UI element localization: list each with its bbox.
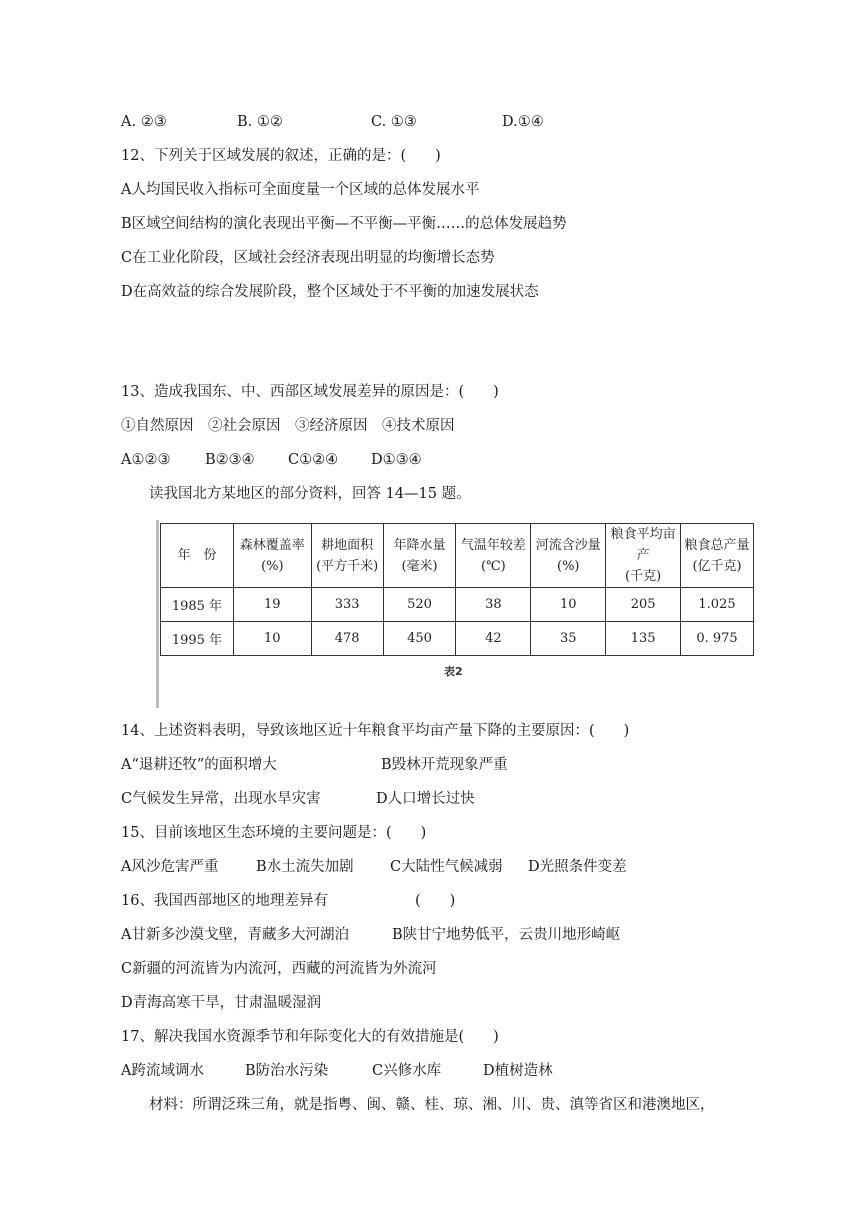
table-cell: 38 <box>456 588 531 622</box>
table-cell: 1995 年 <box>161 622 234 656</box>
header-yield: 粮食平均亩产 (千克) <box>606 524 681 588</box>
q17-option-a: A跨流域调水 <box>121 1063 204 1079</box>
table-header-row <box>161 524 754 588</box>
table-caption: 表2 <box>444 665 463 678</box>
q11-option-b: B. ①② <box>237 114 283 130</box>
header-total: 粮食总产量 (亿千克) <box>681 524 754 588</box>
q15-stem: 15、目前该地区生态环境的主要问题是：( ) <box>121 825 427 841</box>
table-cell: 450 <box>383 622 456 656</box>
table-cell: 42 <box>456 622 531 656</box>
table-cell: 1.025 <box>681 588 754 622</box>
q13-option-b: B②③④ <box>205 452 255 468</box>
header-precip: 年降水量 (毫米) <box>383 524 456 588</box>
table-row <box>161 588 754 622</box>
q13-reasons: ①自然原因 ②社会原因 ③经济原因 ④技术原因 <box>121 418 455 434</box>
intro-14-15: 读我国北方某地区的部分资料，回答 14—15 题。 <box>149 486 471 502</box>
q11-option-a: A. ②③ <box>121 114 167 130</box>
scan-edge <box>156 520 159 708</box>
q12-option-c: C在工业化阶段，区域社会经济表现出明显的均衡增长态势 <box>121 250 495 266</box>
header-year: 年 份 <box>161 524 234 588</box>
q14-option-b: B毁林开荒现象严重 <box>381 757 508 773</box>
q17-option-d: D植树造林 <box>483 1063 553 1079</box>
table-cell: 520 <box>383 588 456 622</box>
q13-stem: 13、造成我国东、中、西部区域发展差异的原因是：( ) <box>121 384 499 400</box>
data-table-figure <box>156 520 756 708</box>
table-cell: 10 <box>531 588 606 622</box>
q15-option-c: C大陆性气候减弱 <box>390 859 503 875</box>
q14-option-a: A“退耕还牧”的面积增大 <box>121 757 277 773</box>
q16-stem: 16、我国西部地区的地理差异有 ( ) <box>121 893 456 909</box>
q16-option-d: D青海高寒干旱，甘肃温暖湿润 <box>121 995 322 1011</box>
q14-stem: 14、上述资料表明，导致该地区近十年粮食平均亩产量下降的主要原因：( ) <box>121 723 630 739</box>
q16-option-b: B陕甘宁地势低平，云贵川地形崎岖 <box>392 927 621 943</box>
q14-option-d: D人口增长过快 <box>376 791 475 807</box>
table-row <box>161 622 754 656</box>
q15-option-b: B水土流失加剧 <box>256 859 354 875</box>
q12-option-d: D在高效益的综合发展阶段，整个区域处于不平衡的加速发展状态 <box>121 284 539 300</box>
header-temp-range: 气温年较差 (℃) <box>456 524 531 588</box>
table-cell: 135 <box>606 622 681 656</box>
q12-option-a: A人均国民收入指标可全面度量一个区域的总体发展水平 <box>121 182 480 198</box>
q13-option-c: C①②④ <box>288 452 339 468</box>
header-farmland: 耕地面积 (平方千米) <box>311 524 383 588</box>
table-cell: 0. 975 <box>681 622 754 656</box>
q11-option-d: D.①④ <box>502 114 544 130</box>
table-cell: 333 <box>311 588 383 622</box>
q16-option-a: A甘新多沙漠戈壁，青藏多大河湖泊 <box>121 927 349 943</box>
q12-option-b: B区域空间结构的演化表现出平衡—不平衡—平衡……的总体发展趋势 <box>121 216 567 232</box>
table-cell: 19 <box>233 588 311 622</box>
table-cell: 1985 年 <box>161 588 234 622</box>
header-sediment: 河流含沙量 (%) <box>531 524 606 588</box>
material-paragraph: 材料：所谓泛珠三角，就是指粤、闽、赣、桂、琼、湘、川、贵、滇等省区和港澳地区， <box>149 1097 715 1113</box>
q12-stem: 12、下列关于区域发展的叙述，正确的是：( ) <box>121 148 441 164</box>
q15-option-d: D光照条件变差 <box>528 859 627 875</box>
q14-option-c: C气候发生异常，出现水旱灾害 <box>121 791 321 807</box>
table-cell: 205 <box>606 588 681 622</box>
q11-option-c: C. ①③ <box>371 114 417 130</box>
q15-option-a: A风沙危害严重 <box>121 859 219 875</box>
q17-option-b: B防治水污染 <box>245 1063 329 1079</box>
q13-option-d: D①③④ <box>371 452 422 468</box>
table-cell: 10 <box>233 622 311 656</box>
q17-option-c: C兴修水库 <box>372 1063 442 1079</box>
table-cell: 478 <box>311 622 383 656</box>
data-table <box>160 523 754 656</box>
table-cell: 35 <box>531 622 606 656</box>
q17-stem: 17、解决我国水资源季节和年际变化大的有效措施是( ) <box>121 1029 499 1045</box>
q13-option-a: A①②③ <box>121 452 171 468</box>
q16-option-c: C新疆的河流皆为内流河，西藏的河流皆为外流河 <box>121 961 437 977</box>
header-forest: 森林覆盖率 (%) <box>233 524 311 588</box>
